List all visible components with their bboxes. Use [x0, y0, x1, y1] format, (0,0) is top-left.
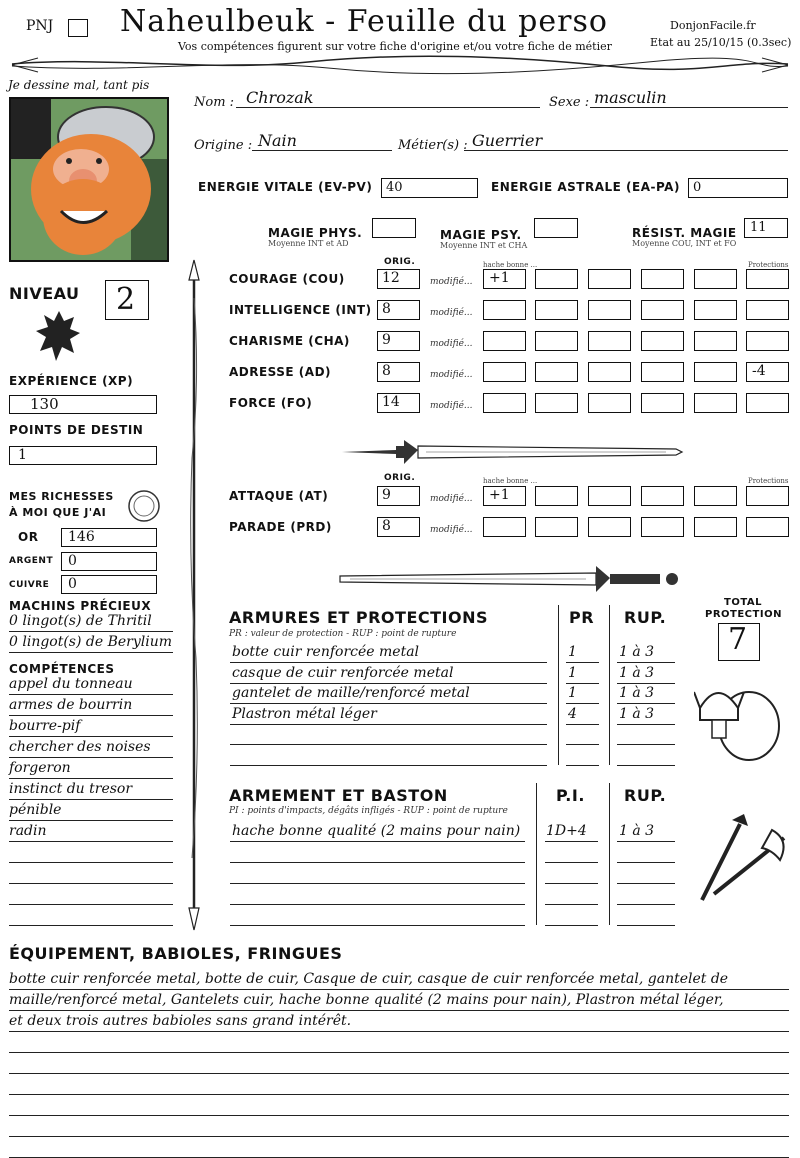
stat-mod-field[interactable]: [746, 393, 789, 413]
competence-item[interactable]: instinct du tresor: [9, 781, 133, 797]
metier-underline: [464, 150, 788, 151]
sexe-value[interactable]: masculin: [594, 88, 667, 107]
stat-mod-field[interactable]: [641, 393, 684, 413]
resist-magie-value: 11: [750, 220, 767, 235]
stat-mod-field[interactable]: [694, 517, 737, 537]
stat-mod-field[interactable]: [588, 300, 631, 320]
stat-mod-field[interactable]: [641, 517, 684, 537]
arme-underline: [230, 841, 525, 842]
stat-mod-field[interactable]: [535, 331, 578, 351]
resist-magie-note: Moyenne COU, INT et FO: [632, 239, 737, 248]
xp-value: 130: [30, 395, 59, 413]
total-label-1: TOTAL: [724, 597, 762, 608]
vine-divider: [8, 52, 792, 78]
armure-rup-underline: [617, 744, 675, 745]
armement-note: PI : points d'impacts, dégâts infligés - RUP : point de rupture: [229, 806, 508, 816]
equipement-underline: [9, 1052, 789, 1053]
stat-label: ATTAQUE (AT): [229, 489, 329, 503]
stat-mod-field[interactable]: [588, 486, 631, 506]
armure-pr[interactable]: 4: [568, 705, 577, 722]
origine-label: Origine :: [194, 138, 253, 153]
stat-mod-field[interactable]: [483, 300, 526, 320]
arme-rup-underline: [617, 904, 675, 905]
stat-mod-field[interactable]: [694, 269, 737, 289]
stats-orig-header: ORIG.: [384, 257, 416, 267]
nom-value[interactable]: Chrozak: [246, 88, 314, 107]
equipement-underline: [9, 989, 789, 990]
arme-pi-underline: [545, 925, 598, 926]
armement-divider-1: [536, 783, 537, 925]
armure-underline: [230, 683, 547, 684]
sexe-label: Sexe :: [549, 95, 590, 110]
stat-label: PARADE (PRD): [229, 520, 332, 534]
stat-label: CHARISME (CHA): [229, 334, 350, 348]
equipement-underline: [9, 1031, 789, 1032]
armure-underline: [230, 703, 547, 704]
arme-rup-underline: [617, 862, 675, 863]
niveau-label: NIVEAU: [9, 284, 80, 303]
armure-underline: [230, 744, 547, 745]
metier-label: Métier(s) :: [398, 138, 468, 153]
stat-mod-field[interactable]: [483, 517, 526, 537]
stat-mod-field[interactable]: [588, 517, 631, 537]
sexe-underline: [590, 107, 788, 108]
arme-underline: [230, 904, 525, 905]
armures-note: PR : valeur de protection - RUP : point de rupture: [229, 629, 457, 639]
stat-mod-field[interactable]: [641, 331, 684, 351]
magie-phys-note: Moyenne INT et AD: [268, 239, 349, 248]
cuivre-value: 0: [68, 576, 77, 592]
stat-modifie-label: modifié...: [430, 525, 473, 535]
stat-mod-field[interactable]: [641, 362, 684, 382]
competence-underline: [9, 694, 173, 695]
stat-mod-field[interactable]: [746, 486, 789, 506]
or-label: OR: [18, 530, 39, 544]
armure-name[interactable]: botte cuir renforcée metal: [232, 644, 420, 660]
equipement-line[interactable]: et deux trois autres babioles sans grand intérêt.: [9, 1013, 352, 1029]
stat-mod-field[interactable]: [483, 362, 526, 382]
or-value: 146: [68, 529, 95, 545]
stat-mod-field[interactable]: [535, 300, 578, 320]
armure-rup-underline: [617, 765, 675, 766]
pnj-label: PNJ: [26, 18, 54, 34]
dwarf-portrait-icon: [11, 99, 169, 262]
sheet-date: Etat au 25/10/15 (0.3sec): [650, 36, 792, 49]
stat-mod-field[interactable]: [746, 331, 789, 351]
equipement-line[interactable]: botte cuir renforcée metal, botte de cuir, Casque de cuir, casque de cuir renforcée metal, gantelet de: [9, 971, 729, 987]
armure-underline: [230, 724, 547, 725]
competence-item[interactable]: armes de bourrin: [9, 697, 133, 713]
armement-title: ARMEMENT ET BASTON: [229, 786, 448, 805]
stat-mod-field[interactable]: [588, 331, 631, 351]
armures-divider-1: [558, 605, 559, 765]
arme-pi-underline: [545, 904, 598, 905]
magie-phys-label: MAGIE PHYS.: [268, 226, 363, 240]
stat-mod-value: -4: [752, 363, 766, 379]
destin-label: POINTS DE DESTIN: [9, 423, 144, 437]
combat-bonus-header: hache bonne ...: [483, 477, 538, 485]
competence-underline: [9, 715, 173, 716]
stat-orig-value: 14: [382, 394, 400, 410]
nom-label: Nom :: [194, 95, 235, 110]
richesses-label-2: À MOI QUE J'AI: [9, 506, 107, 519]
stat-mod-field[interactable]: [641, 300, 684, 320]
ea-field[interactable]: [688, 178, 788, 198]
ea-label: ENERGIE ASTRALE (EA-PA): [491, 180, 680, 194]
armures-pr-header: PR: [569, 608, 595, 627]
spear-divider-icon: [184, 258, 204, 932]
arme-underline: [230, 883, 525, 884]
magie-phys-field[interactable]: [372, 218, 416, 238]
machin-item[interactable]: 0 lingot(s) de Thritil: [9, 613, 152, 629]
niveau-value: 2: [116, 282, 136, 317]
stat-orig-value: 8: [382, 518, 391, 534]
competence-underline: [9, 736, 173, 737]
stats-bonus-header: hache bonne ...: [483, 261, 538, 269]
dragon-icon: [34, 307, 84, 363]
stat-mod-field[interactable]: [746, 517, 789, 537]
stat-orig-value: 9: [382, 487, 391, 503]
arme-underline: [230, 862, 525, 863]
equipement-underline: [9, 1136, 789, 1137]
armure-rup-underline: [617, 724, 675, 725]
combat-orig-header: ORIG.: [384, 473, 416, 483]
machins-label: MACHINS PRÉCIEUX: [9, 599, 152, 613]
equipement-line[interactable]: maille/renforcé metal, Gantelets cuir, hache bonne qualité (2 mains pour nain), Plastron métal léger,: [9, 992, 724, 1008]
competence-underline: [9, 904, 173, 905]
coin-icon: [126, 488, 162, 524]
equipement-underline: [9, 1094, 789, 1095]
competence-item[interactable]: forgeron: [9, 760, 71, 776]
competence-underline: [9, 799, 173, 800]
competences-label: COMPÉTENCES: [9, 662, 115, 676]
equipement-title: ÉQUIPEMENT, BABIOLES, FRINGUES: [9, 944, 343, 963]
armure-rup-underline: [617, 703, 675, 704]
armures-rup-header: RUP.: [624, 608, 667, 627]
armure-pr[interactable]: 1: [568, 664, 577, 681]
stat-mod-field[interactable]: [694, 393, 737, 413]
magie-psy-label: MAGIE PSY.: [440, 228, 522, 242]
metier-value[interactable]: Guerrier: [472, 131, 543, 150]
stat-label: COURAGE (COU): [229, 272, 345, 286]
stat-mod-field[interactable]: [535, 269, 578, 289]
destin-field[interactable]: [9, 446, 157, 465]
machin-item[interactable]: 0 lingot(s) de Berylium: [9, 634, 173, 650]
stat-label: ADRESSE (AD): [229, 365, 332, 379]
stat-mod-field[interactable]: [694, 331, 737, 351]
competence-underline: [9, 862, 173, 863]
stat-orig-value: 8: [382, 301, 391, 317]
xp-label: EXPÉRIENCE (XP): [9, 374, 134, 388]
armure-name[interactable]: Plastron métal léger: [232, 705, 377, 722]
competence-item[interactable]: chercher des noises: [9, 739, 151, 755]
stat-mod-field[interactable]: [694, 300, 737, 320]
ev-label: ENERGIE VITALE (EV-PV): [198, 180, 373, 194]
armures-title: ARMURES ET PROTECTIONS: [229, 608, 488, 627]
stat-mod-field[interactable]: [535, 517, 578, 537]
equipement-underline: [9, 1115, 789, 1116]
arme-pi-underline: [545, 862, 598, 863]
armure-underline: [230, 765, 547, 766]
origine-underline: [252, 150, 392, 151]
stat-mod-field[interactable]: [588, 269, 631, 289]
arme-underline: [230, 925, 525, 926]
armement-pi-header: P.I.: [556, 786, 585, 805]
total-label-2: PROTECTION: [705, 609, 782, 620]
page-title: Naheulbeuk - Feuille du perso: [120, 4, 608, 39]
stat-mod-field[interactable]: [535, 486, 578, 506]
stat-mod-field[interactable]: [694, 486, 737, 506]
stat-modifie-label: modifié...: [430, 494, 473, 504]
stat-mod-field[interactable]: [641, 486, 684, 506]
armure-rup[interactable]: 1 à 3: [619, 685, 655, 701]
portrait-caption: Je dessine mal, tant pis: [8, 78, 150, 92]
pnj-checkbox[interactable]: [68, 19, 88, 37]
stat-modifie-label: modifié...: [430, 339, 473, 349]
stat-mod-field[interactable]: [746, 269, 789, 289]
equipement-underline: [9, 1073, 789, 1074]
armure-pr-underline: [566, 703, 599, 704]
armure-rup[interactable]: 1 à 3: [619, 705, 655, 722]
stat-mod-field[interactable]: [483, 331, 526, 351]
machin-underline: [9, 631, 173, 632]
total-protection-value: 7: [728, 622, 748, 657]
armure-pr-underline: [566, 744, 599, 745]
arme-rup-underline: [617, 883, 675, 884]
magie-psy-field[interactable]: [534, 218, 578, 238]
crossed-weapons-icon: [692, 810, 792, 906]
stat-modifie-label: modifié...: [430, 277, 473, 287]
stat-mod-value: +1: [489, 270, 510, 286]
stat-modifie-label: modifié...: [430, 370, 473, 380]
stat-mod-field[interactable]: [535, 393, 578, 413]
competence-underline: [9, 757, 173, 758]
argent-label: ARGENT: [9, 556, 54, 566]
competence-underline: [9, 778, 173, 779]
destin-value: 1: [18, 447, 27, 463]
shield-helmet-icon: [694, 678, 786, 766]
cuivre-label: CUIVRE: [9, 580, 50, 590]
stat-label: FORCE (FO): [229, 396, 313, 410]
stat-mod-value: +1: [489, 487, 510, 503]
competence-underline: [9, 925, 173, 926]
magie-psy-note: Moyenne INT et CHA: [440, 241, 528, 250]
ea-value: 0: [693, 180, 702, 195]
ev-value: 40: [386, 180, 403, 195]
arme-rup[interactable]: 1 à 3: [619, 823, 655, 839]
competence-underline: [9, 883, 173, 884]
stat-mod-field[interactable]: [588, 393, 631, 413]
competence-item[interactable]: appel du tonneau: [9, 676, 133, 692]
stat-modifie-label: modifié...: [430, 401, 473, 411]
combat-protections-header: Protections: [748, 477, 789, 485]
stat-orig-value: 8: [382, 363, 391, 379]
stat-mod-field[interactable]: [746, 300, 789, 320]
richesses-label-1: MES RICHESSES: [9, 490, 114, 503]
competence-item[interactable]: radin: [9, 823, 47, 839]
equipement-underline: [9, 1010, 789, 1011]
competence-underline: [9, 820, 173, 821]
armure-underline: [230, 662, 547, 663]
stat-orig-value: 9: [382, 332, 391, 348]
armure-rup-underline: [617, 662, 675, 663]
machin-underline: [9, 652, 173, 653]
armure-rup-underline: [617, 683, 675, 684]
arme-rup-underline: [617, 925, 675, 926]
origine-value[interactable]: Nain: [258, 131, 297, 150]
stat-mod-field[interactable]: [694, 362, 737, 382]
competence-item[interactable]: pénible: [9, 802, 62, 818]
sword-icon-2: [336, 560, 686, 596]
stat-mod-field[interactable]: [483, 393, 526, 413]
competence-underline: [9, 841, 173, 842]
armure-pr-underline: [566, 765, 599, 766]
armure-pr[interactable]: 1: [568, 685, 577, 701]
stat-label: INTELLIGENCE (INT): [229, 303, 372, 317]
armures-divider-2: [609, 605, 610, 765]
competence-item[interactable]: bourre-pif: [9, 718, 81, 734]
page-subtitle: Vos compétences figurent sur votre fiche d'origine et/ou votre fiche de métier: [178, 40, 612, 53]
arme-pi-underline: [545, 883, 598, 884]
stat-mod-field[interactable]: [535, 362, 578, 382]
armure-pr-underline: [566, 683, 599, 684]
stat-orig-value: 12: [382, 270, 400, 286]
arme-rup-underline: [617, 841, 675, 842]
stat-mod-field[interactable]: [588, 362, 631, 382]
arme-name[interactable]: hache bonne qualité (2 mains pour nain): [232, 823, 521, 839]
armement-rup-header: RUP.: [624, 786, 667, 805]
arme-pi[interactable]: 1D+4: [546, 823, 587, 839]
portrait-image: [9, 97, 169, 262]
armement-divider-2: [609, 783, 610, 925]
armure-rup[interactable]: 1 à 3: [619, 664, 655, 681]
armure-name[interactable]: casque de cuir renforcée metal: [232, 664, 454, 681]
stat-mod-field[interactable]: [641, 269, 684, 289]
armure-pr-underline: [566, 662, 599, 663]
armure-rup[interactable]: 1 à 3: [619, 644, 655, 660]
armure-pr[interactable]: 1: [568, 644, 577, 660]
nom-underline: [236, 107, 540, 108]
sword-icon: [336, 430, 686, 472]
stat-modifie-label: modifié...: [430, 308, 473, 318]
argent-value: 0: [68, 553, 77, 569]
stats-protections-header: Protections: [748, 261, 789, 269]
armure-name[interactable]: gantelet de maille/renforcé metal: [232, 685, 470, 701]
arme-pi-underline: [545, 841, 598, 842]
site-name: DonjonFacile.fr: [670, 19, 756, 32]
resist-magie-label: RÉSIST. MAGIE: [632, 226, 737, 240]
armure-pr-underline: [566, 724, 599, 725]
